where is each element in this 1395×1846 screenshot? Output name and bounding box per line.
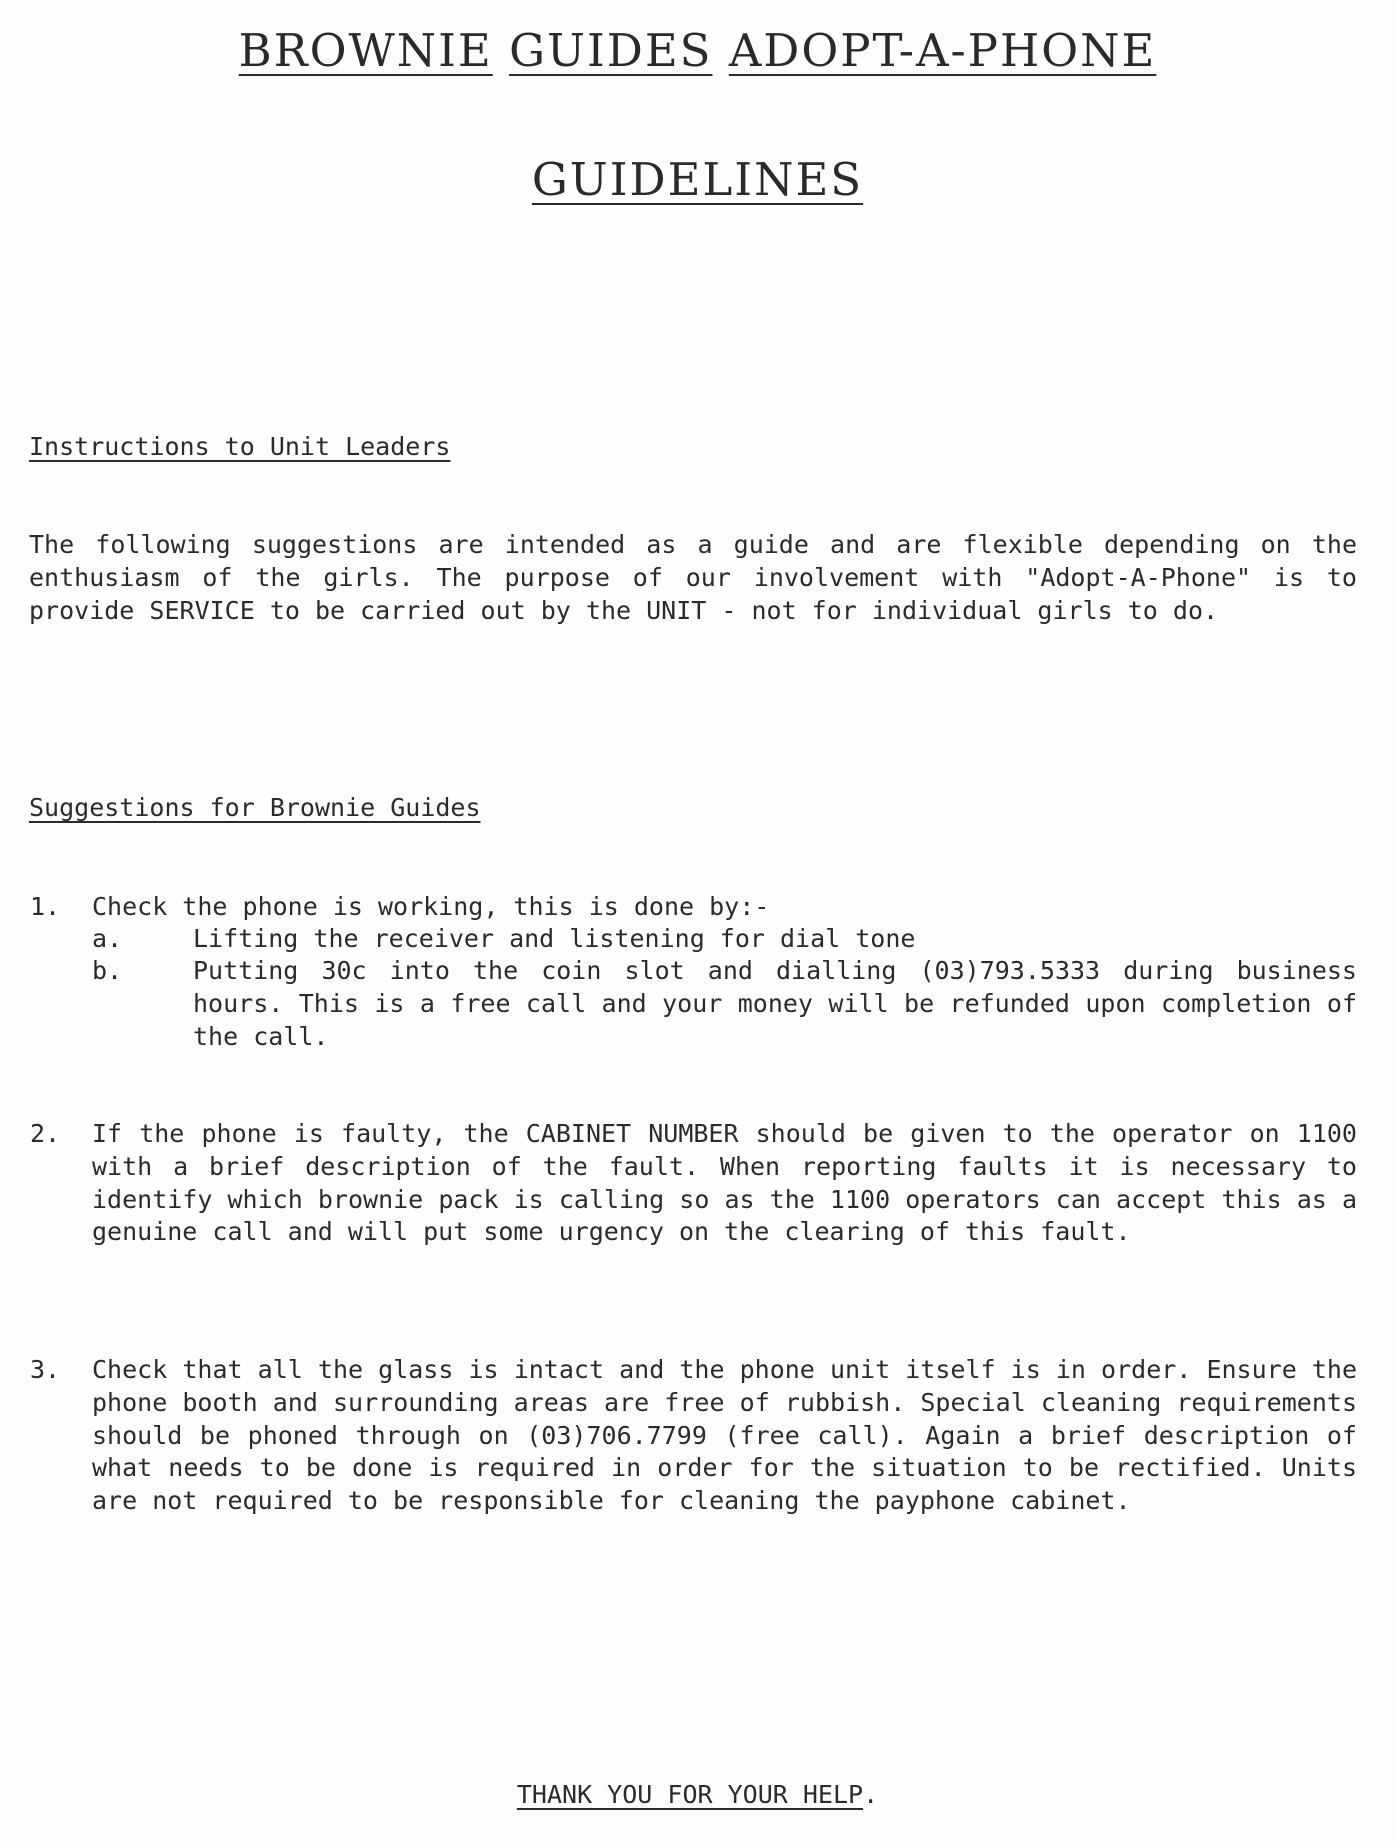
item-text: If the phone is faulty, the CABINET NUMBER should be given to the operator on 1100 with a brief description of the fault. When reporting faults it is necessary to identify which brownie pack is calling so as the 1100 operators can accept this as a genuine call and will put some urgency on the clearing of this fault.: [92, 1119, 1357, 1247]
subtitle-guidelines: GUIDELINES: [531, 153, 864, 206]
closing-line: [0, 1780, 1395, 1809]
item-text: Check that all the glass is intact and the phone unit itself is in order. Ensure the phone booth and surrounding areas are free of rubbish. Special cleaning requirements should be phoned through on (03)706.7799 (free call). Again a brief description of what needs to be done is required in order for the situation to be rectified. Units are not required to be responsible for cleaning the payphone cabinet.: [92, 1355, 1357, 1516]
subitem-letter: b.: [92, 956, 123, 985]
item-number: 3.: [30, 1355, 61, 1384]
item-number: 2.: [30, 1119, 61, 1148]
title-word-guides: GUIDES: [509, 24, 713, 77]
instructions-paragraph: The following suggestions are intended as a guide and are flexible depending on the enthusiasm of the girls. The purpose of our involvement with "Adopt-A-Phone" is to provide SERVICE to be carried out by the UNIT - not for individual girls to do.: [29, 530, 1357, 625]
document-subtitle: [0, 153, 1395, 206]
closing-period: .: [863, 1780, 879, 1809]
suggestions-heading: Suggestions for Brownie Guides: [29, 793, 481, 822]
subitem-text: Putting 30c into the coin slot and dialling (03)793.5333 during business hours. This is a free call and your money will be refunded upon completion of the call.: [193, 956, 1357, 1051]
item-number: 1.: [30, 892, 61, 921]
closing-text: THANK YOU FOR YOUR HELP: [516, 1780, 864, 1809]
title-word-brownie: BROWNIE: [238, 24, 493, 77]
item-text: Check the phone is working, this is done by:-: [92, 892, 770, 921]
title-word-adopt-a-phone: ADOPT-A-PHONE: [728, 24, 1157, 77]
subitem-text: Lifting the receiver and listening for dial tone: [193, 924, 916, 953]
document-title: [0, 24, 1395, 77]
subitem-letter: a.: [92, 924, 123, 953]
instructions-heading: Instructions to Unit Leaders: [29, 432, 451, 461]
